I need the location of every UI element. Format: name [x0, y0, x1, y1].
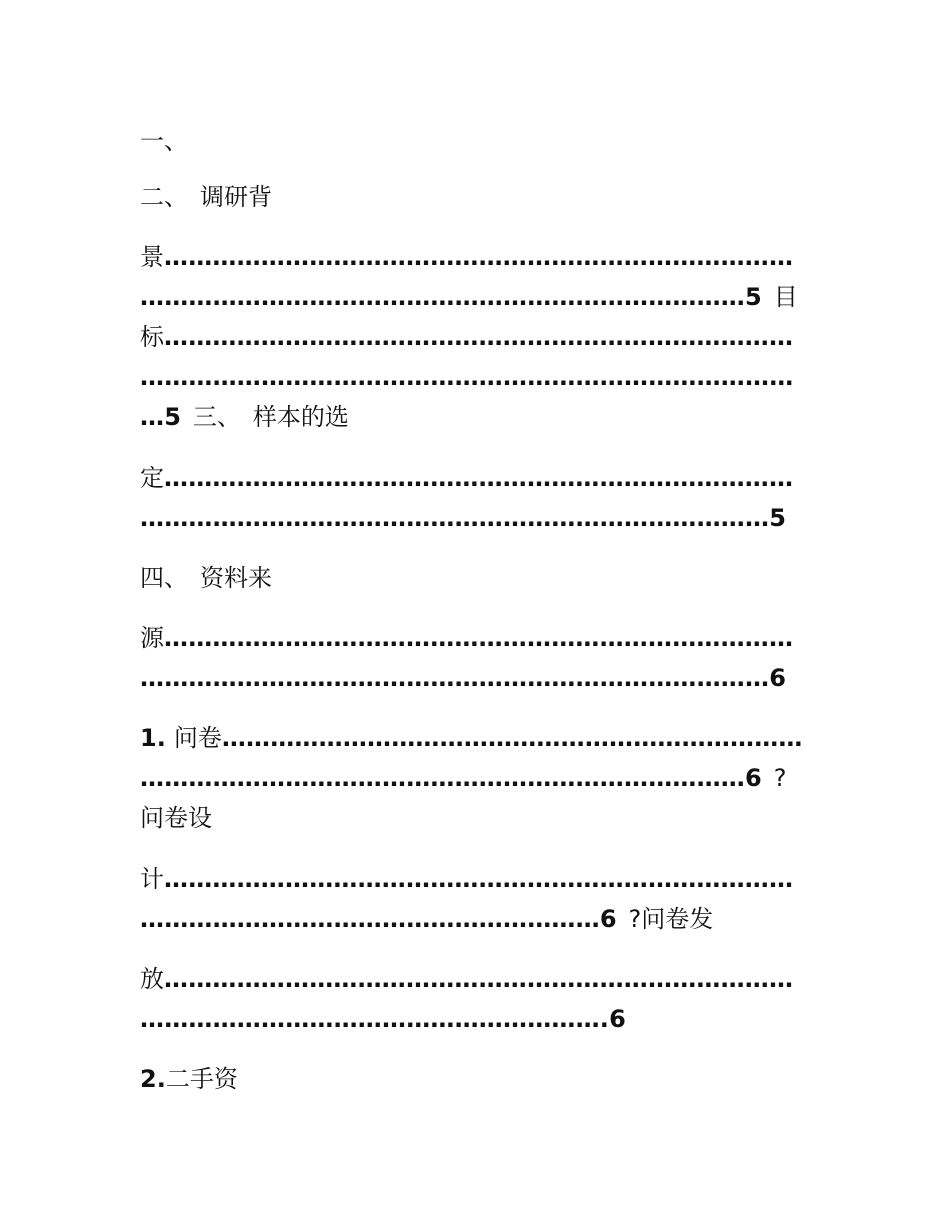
toc-leader-dots: …………………………………………………. — [140, 1005, 610, 1033]
toc-leader-dots: ………………………………………………………………… — [140, 764, 745, 792]
toc-line — [140, 623, 793, 653]
toc-page-number: 6 — [769, 664, 786, 692]
toc-line — [140, 803, 212, 833]
toc-title: 资料来 — [200, 564, 272, 592]
toc-line — [140, 663, 786, 693]
toc-line — [140, 904, 713, 934]
toc-line — [140, 402, 349, 432]
toc-title: 调研背 — [200, 183, 272, 211]
toc-title: 二手资 — [165, 1065, 238, 1093]
toc-entry-4 — [140, 563, 272, 593]
toc-line — [140, 242, 793, 272]
toc-title: 目 — [773, 283, 798, 311]
toc-title: ?问卷发 — [628, 905, 714, 933]
toc-leader-dots: ……………………………………………………………………… — [140, 363, 794, 391]
toc-leader-dots: …………………………………………………………………… — [164, 243, 794, 271]
toc-leader-dots: …………………………………………………………………… — [164, 965, 794, 993]
toc-leader-dots: ………………………………………………… — [140, 905, 600, 933]
toc-page-number: 6 — [599, 905, 617, 933]
toc-title: 样本的选 — [252, 403, 349, 431]
toc-page-number: 6 — [745, 764, 762, 792]
toc-leader-dots: …………………………………………………………………… — [164, 865, 794, 893]
toc-leader-dots: ……………………………………………………………… — [221, 724, 803, 752]
toc-title: 标 — [140, 323, 164, 351]
toc-number: 1. — [140, 724, 166, 752]
toc-line — [140, 864, 793, 894]
toc-title: 问卷设 — [140, 804, 212, 832]
toc-title: 定 — [140, 464, 164, 492]
toc-page-number: 5 — [745, 283, 762, 311]
toc-leader-dots: …………………………………………………………………… — [140, 664, 770, 692]
toc-number: 二、 — [140, 183, 188, 211]
toc-line — [140, 1064, 238, 1094]
toc-leader-dots: ………………………………………………………………… — [140, 283, 745, 311]
toc-line — [140, 964, 793, 994]
toc-number: 2. — [140, 1065, 166, 1093]
toc-page-number: 6 — [609, 1005, 626, 1033]
toc-marker: ? — [773, 764, 787, 792]
toc-page-number: 5 — [769, 504, 786, 532]
toc-line — [140, 362, 793, 392]
toc-line — [140, 322, 793, 352]
toc-number: 一、 — [140, 127, 188, 155]
toc-title: 放 — [140, 965, 164, 993]
toc-leader-dots: … — [140, 403, 165, 431]
toc-line — [140, 1004, 626, 1034]
toc-line — [140, 763, 786, 793]
toc-line — [140, 503, 786, 533]
toc-leader-dots: …………………………………………………………………… — [164, 323, 794, 351]
toc-line — [140, 282, 798, 312]
toc-number: 四、 — [140, 564, 188, 592]
toc-title: 计 — [140, 865, 164, 893]
toc-line — [140, 463, 793, 493]
toc-page-number: 5 — [164, 403, 181, 431]
toc-leader-dots: …………………………………………………………………… — [140, 504, 770, 532]
toc-line — [140, 723, 803, 753]
toc-title: 问卷 — [173, 724, 222, 752]
toc-entry-1 — [140, 126, 188, 156]
toc-number: 三、 — [192, 403, 241, 431]
toc-leader-dots: …………………………………………………………………… — [164, 464, 794, 492]
toc-title: 景 — [140, 243, 164, 271]
toc-leader-dots: …………………………………………………………………… — [164, 624, 794, 652]
toc-entry-2 — [140, 182, 272, 212]
toc-title: 源 — [140, 624, 164, 652]
